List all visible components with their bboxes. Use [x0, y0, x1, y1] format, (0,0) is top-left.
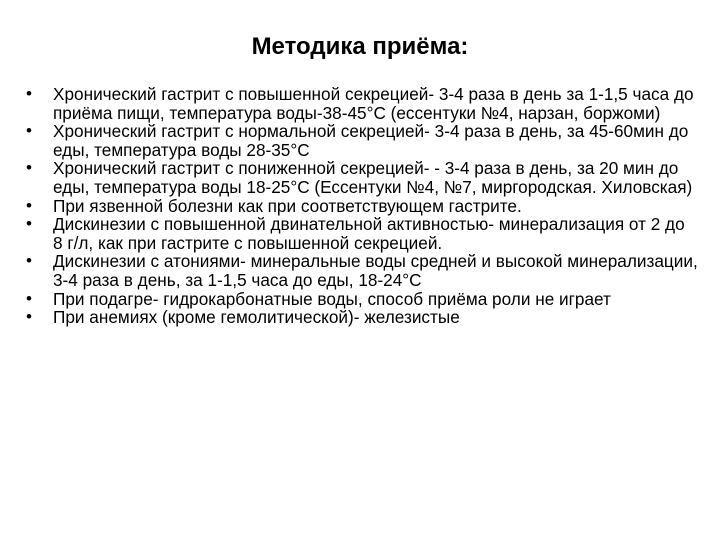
bullet-dot-icon: •: [26, 251, 32, 271]
bullet-dot-icon: •: [26, 195, 32, 215]
bullet-dot-icon: •: [26, 214, 32, 234]
bullet-dot-icon: •: [26, 158, 32, 178]
list-item-text: При подагре- гидрокарбонатные воды, способ приёма роли не играет: [53, 288, 611, 309]
list-item: [26, 215, 698, 252]
slide-title: Методика приёма:: [251, 33, 469, 60]
list-item-text: Хронический гастрит с пониженной секрецией- - 3-4 раза в день, за 20 мин до еды, температура воды 18-25°С (Ессентуки №4, №7, миргородская. Хиловская): [53, 158, 693, 197]
list-item-text: Хронический гастрит с нормальной секрецией- 3-4 раза в день, за 45-60мин до еды, температура воды 28-35°С: [53, 121, 689, 160]
list-item-text: При анемиях (кроме гемолитической)- железистые: [53, 307, 460, 328]
list-item: [26, 308, 698, 327]
list-item: [26, 85, 698, 122]
list-item: [26, 252, 698, 289]
list-item: [26, 122, 698, 159]
list-item-text: Дискинезии с повышенной двинательной активностью- минерализация от 2 до 8 г/л, как при гастрите с повышенной секрецией.: [53, 214, 685, 253]
list-item-text: При язвенной болезни как при соответствующем гастрите.: [53, 195, 522, 216]
list-item-text: Хронический гастрит с повышенной секрецией- 3-4 раза в день за 1-1,5 часа до приёма пищи, температура воды-38-45°С (ессентуки №4, нарзан, боржоми): [53, 84, 694, 123]
bullet-dot-icon: •: [26, 288, 32, 308]
bullet-dot-icon: •: [26, 307, 32, 327]
bullet-dot-icon: •: [26, 84, 32, 103]
list-item: [26, 290, 698, 309]
bullet-dot-icon: •: [26, 121, 32, 141]
list-item-text: Дискинезии с атониями- минеральные воды средней и высокой минерализации, 3-4 раза в день, за 1-1,5 часа до еды, 18-24°С: [53, 251, 698, 290]
list-item: [26, 197, 698, 216]
bullet-list: [26, 85, 698, 327]
list-item: [26, 159, 698, 196]
